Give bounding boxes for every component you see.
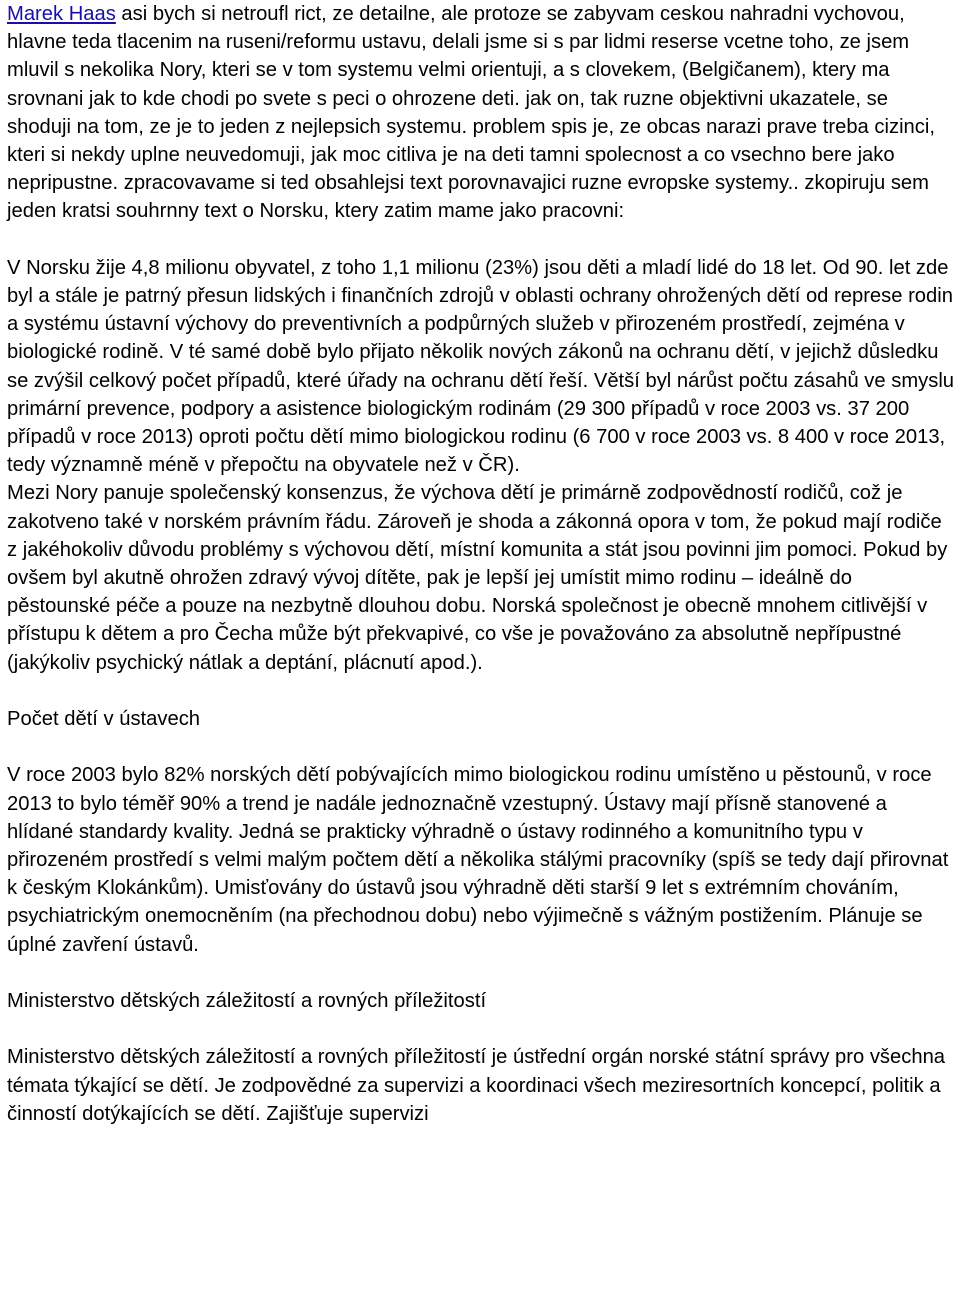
spacer: [7, 733, 957, 761]
section-heading-institutions: Počet dětí v ústavech: [7, 708, 201, 731]
article-paragraph-4: Ministerstvo dětských záležitostí a rovných příležitostí je ústřední orgán norské státní správy pro všechna témata týkající se dětí. Je zodpovědné za supervizi a koordinaci všech meziresortních koncepcí, politik a činností dotýkajících se dětí. Zajišťuje supervizi: [7, 1046, 946, 1125]
section-heading-ministry: Ministerstvo dětských záležitostí a rovných příležitostí: [7, 990, 487, 1013]
spacer: [7, 226, 957, 254]
spacer: [7, 959, 957, 987]
comment-paragraph: [7, 0, 957, 226]
spacer: [7, 677, 957, 705]
document-page: [7, 0, 957, 1128]
article-paragraph-2: Mezi Nory panuje společenský konsenzus, že výchova dětí je primárně zodpovědností rodičů, což je zakotveno také v norském právním řádu. Zároveň je shoda a zákonná opora v tom, že pokud mají rodiče z jakéhokoliv důvodu problémy s výchovou dětí, místní komunita a stát jsou povinni jim pomoci. Pokud by ovšem byl akutně ohrožen zdravý vývoj dítěte, pak je lepší jej umístit mimo rodinu – ideálně do pěstounské péče a pouze na nezbytně dlouhou dobu. Norská společnost je obecně mnohem citlivější v přístupu k dětem a pro Čecha může být překvapivé, co vše je považováno za absolutně nepřípustné (jakýkoliv psychický nátlak a deptání, plácnutí apod.).: [7, 482, 948, 674]
author-link[interactable]: Marek Haas: [7, 3, 116, 25]
article-paragraph-1: V Norsku žije 4,8 milionu obyvatel, z toho 1,1 milionu (23%) jsou děti a mladí lidé do 18 let. Od 90. let zde byl a stále je patrný přesun lidských i finančních zdrojů v oblasti ochrany ohrožených dětí od represe rodin a systému ústavní výchovy do preventivních a podpůrných služeb v přirozeném prostředí, zejména v biologické rodině. V té samé době bylo přijato několik nových zákonů na ochranu dětí, v jejichž důsledku se zvýšil celkový počet případů, které úřady na ochranu dětí řeší. Větší byl nárůst počtu zásahů ve smyslu primární prevence, podpory a asistence biologickým rodinám (29 300 případů v roce 2003 vs. 37 200 případů v roce 2013) oproti počtu dětí mimo biologickou rodinu (6 700 v roce 2003 vs. 8 400 v roce 2013, tedy významně méně v přepočtu na obyvatele než v ČR).: [7, 256, 955, 477]
article-paragraph-3: V roce 2003 bylo 82% norských dětí pobývajících mimo biologickou rodinu umístěno u pěstounů, v roce 2013 to bylo téměř 90% a trend je nadále jednoznačně vzestupný. Ústavy mají přísně stanovené a hlídané standardy kvality. Jedná se prakticky výhradně o ústavy rodinného a komunitního typu v přirozeném prostředí s velmi malým počtem dětí a několika stálými pracovníky (spíš se tedy dají přirovnat k českým Klokánkům). Umisťovány do ústavů jsou výhradně děti starší 9 let s extrémním chováním, psychiatrickým onemocněním (na přechodnou dobu) nebo výjimečně s vážným postižením. Plánuje se úplné zavření ústavů.: [7, 764, 949, 956]
spacer: [7, 1015, 957, 1043]
comment-text: asi bych si netroufl rict, ze detailne, ale protoze se zabyvam ceskou nahradni vychovou, hlavne teda tlacenim na ruseni/reformu ustavu, delali jsme si s par lidmi reserse vcetne toho, ze jsem mluvil s nekolika Nory, kteri se v tom systemu velmi orientuji, a s clovekem, (Belgičanem), ktery ma srovnani jak to kde chodi po svete s peci o ohrozene deti. jak on, tak ruzne objektivni ukazatele, se shoduji na tom, ze je to jeden z nejlepsich systemu. problem spis je, ze obcas narazi prave treba cizinci, kteri si nekdy uplne neuvedomuji, jak moc citliva je na deti tamni spolecnost a co vsechno bere jako nepripustne. zpracovavame si ted obsahlejsi text porovnavajici ruzne evropske systemy.. zkopiruju sem jeden kratsi souhrnny text o Norsku, ktery zatim mame jako pracovni:: [7, 3, 935, 223]
